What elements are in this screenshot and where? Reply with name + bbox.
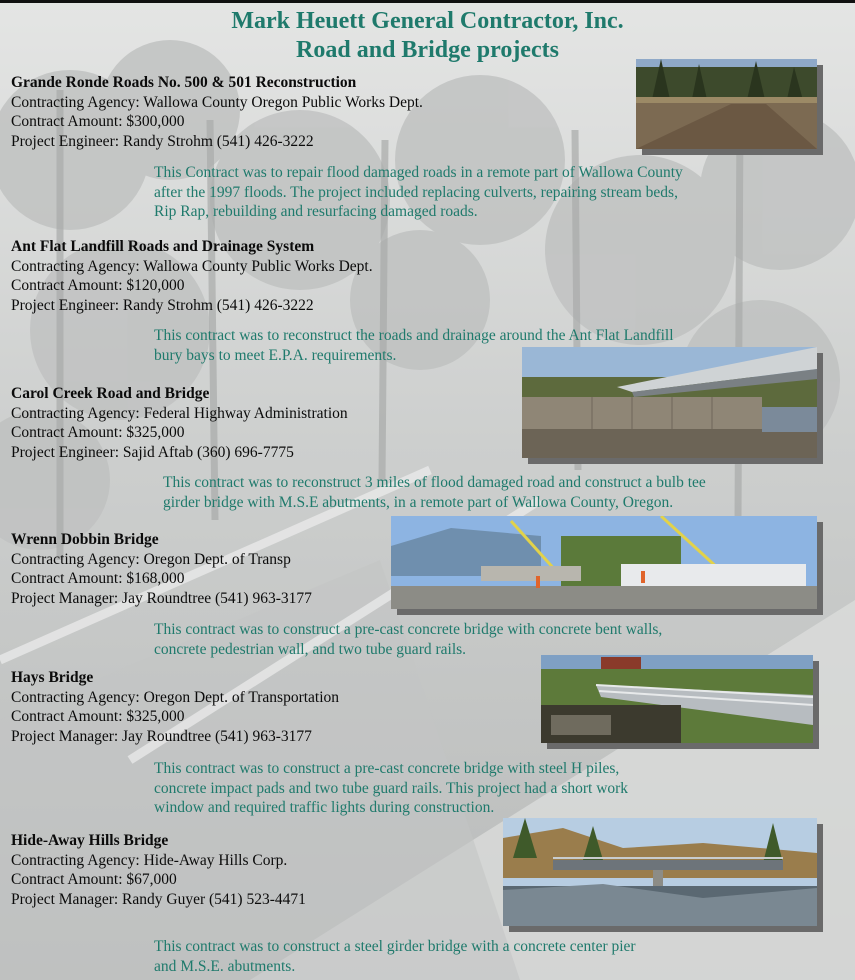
project-description xyxy=(163,473,706,512)
dirt-road-photo xyxy=(636,59,817,149)
top-border xyxy=(0,0,855,3)
description-line: Rip Rap, rebuilding and resurfacing damaged roads. xyxy=(154,203,478,220)
description-line: girder bridge with M.S.E abutments, in a remote part of Wallowa County, Oregon. xyxy=(163,493,674,511)
project-contact: Project Engineer: Randy Strohm (541) 426-3222 xyxy=(11,132,314,150)
project-description xyxy=(154,620,662,659)
contracting-agency: Contracting Agency: Wallowa County Oregon Public Works Dept. xyxy=(11,93,423,111)
project-contact: Project Engineer: Sajid Aftab (360) 696-7775 xyxy=(11,443,294,461)
contracting-agency: Contracting Agency: Oregon Dept. of Transportation xyxy=(11,688,340,706)
contract-amount: Contract Amount: $67,000 xyxy=(11,871,177,888)
guard-rail-bridge-photo xyxy=(541,655,813,743)
company-title: Mark Heuett General Contractor, Inc. xyxy=(231,8,624,34)
project-ant-flat-landfill xyxy=(11,237,373,315)
page-subtitle: Road and Bridge projects xyxy=(296,37,559,63)
contract-amount: Contract Amount: $120,000 xyxy=(11,277,185,294)
description-line: and M.S.E. abutments. xyxy=(154,957,296,975)
contracting-agency: Contracting Agency: Federal Highway Administration xyxy=(11,404,348,422)
contract-amount: Contract Amount: $168,000 xyxy=(11,570,185,587)
project-wrenn-dobbin xyxy=(11,530,312,608)
crane-bridge-construction-photo xyxy=(391,516,817,609)
contracting-agency: Contracting Agency: Oregon Dept. of Transp xyxy=(11,550,291,568)
girder-bridge-photo xyxy=(522,347,817,458)
project-description xyxy=(154,759,628,818)
project-hays-bridge xyxy=(11,668,339,746)
description-line: This contract was to reconstruct the roads and drainage around the Ant Flat Landfill xyxy=(154,327,674,344)
contract-amount: Contract Amount: $300,000 xyxy=(11,113,185,130)
contracting-agency: Contracting Agency: Hide-Away Hills Corp. xyxy=(11,851,288,869)
project-title: Hays Bridge xyxy=(11,669,94,686)
project-contact: Project Engineer: Randy Strohm (541) 426-3222 xyxy=(11,296,314,314)
project-grande-ronde xyxy=(11,73,423,151)
description-line: bury bays to meet E.P.A. requirements. xyxy=(154,346,397,364)
description-line: concrete pedestrian wall, and two tube guard rails. xyxy=(154,640,467,658)
project-title: Ant Flat Landfill Roads and Drainage System xyxy=(11,238,315,255)
project-title: Hide-Away Hills Bridge xyxy=(11,832,169,849)
description-line: This contract was to construct a pre-cast concrete bridge with steel H piles, xyxy=(154,760,620,777)
project-contact: Project Manager: Jay Roundtree (541) 963-3177 xyxy=(11,727,312,745)
project-title: Wrenn Dobbin Bridge xyxy=(11,531,159,548)
description-line: This contract was to reconstruct 3 miles of flood damaged road and construct a bulb tee xyxy=(163,474,706,491)
description-line: concrete impact pads and two tube guard rails. This project had a short work xyxy=(154,779,629,797)
project-description xyxy=(154,937,636,976)
steel-girder-bridge-photo xyxy=(503,818,817,926)
description-line: window and required traffic lights during construction. xyxy=(154,799,495,816)
description-line: This contract was to construct a steel girder bridge with a concrete center pier xyxy=(154,938,636,955)
project-hide-away-hills xyxy=(11,831,306,909)
project-title: Grande Ronde Roads No. 500 & 501 Reconstruction xyxy=(11,74,357,91)
description-line: This contract was to construct a pre-cast concrete bridge with concrete bent walls, xyxy=(154,621,663,638)
project-contact: Project Manager: Randy Guyer (541) 523-4471 xyxy=(11,890,306,908)
project-carol-creek xyxy=(11,384,348,462)
project-contact: Project Manager: Jay Roundtree (541) 963-3177 xyxy=(11,589,312,607)
project-title: Carol Creek Road and Bridge xyxy=(11,385,210,402)
project-description xyxy=(154,163,683,222)
contract-amount: Contract Amount: $325,000 xyxy=(11,708,185,725)
contract-amount: Contract Amount: $325,000 xyxy=(11,424,185,441)
description-line: after the 1997 floods. The project included replacing culverts, repairing stream beds, xyxy=(154,183,678,201)
description-line: This Contract was to repair flood damaged roads in a remote part of Wallowa County xyxy=(154,164,683,181)
contracting-agency: Contracting Agency: Wallowa County Public Works Dept. xyxy=(11,257,373,275)
